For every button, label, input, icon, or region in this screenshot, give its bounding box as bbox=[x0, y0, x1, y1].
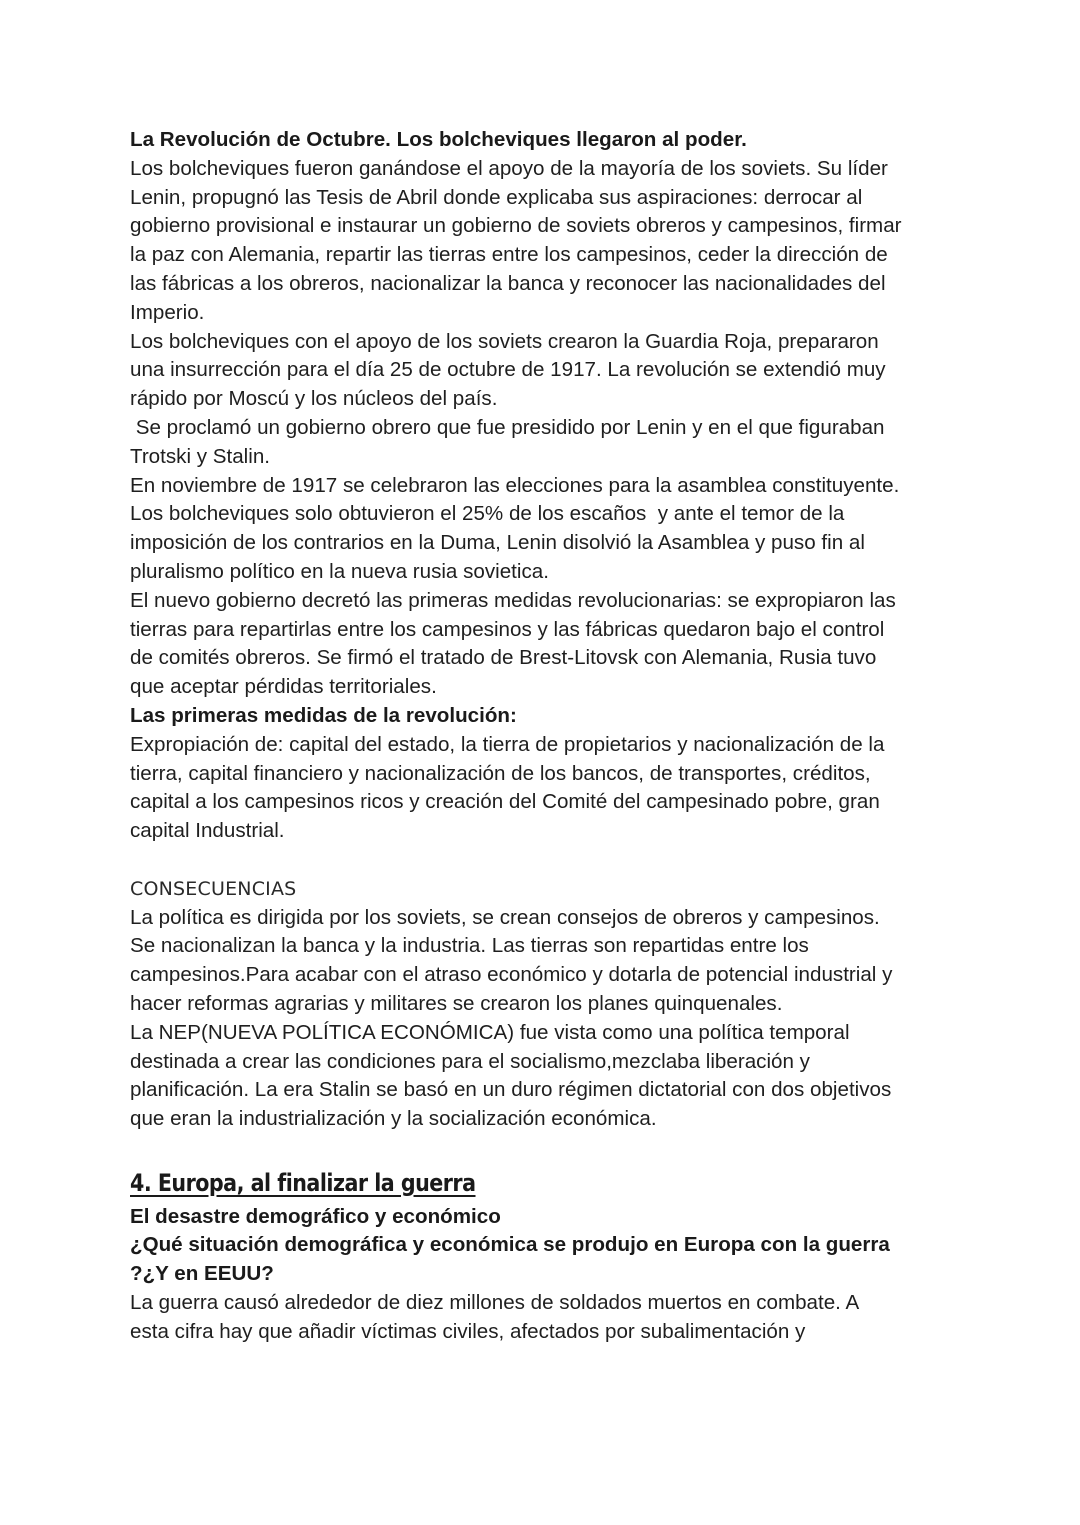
subheading-first-measures: Las primeras medidas de la revolución: bbox=[130, 703, 517, 727]
paragraph-war-casualties: La guerra causó alrededor de diez millones de soldados muertos en combate. A esta cifra hay que añadir víctimas civiles, afectados por subalimentación y bbox=[130, 1291, 860, 1343]
section-heading-october-revolution: La Revolución de Octubre. Los bolcheviques llegaron al poder. bbox=[130, 128, 747, 151]
paragraph-revolutionary-measures: El nuevo gobierno decretó las primeras medidas revolucionarias: se expropiaron las tierras para repartirlas entre los campesinos y las fábricas quedaron bajo el control de comités obreros. Se firmó el tratado de Brest-Litovsk con Alemania, Rusia tuvo que aceptar pérdidas territoriales. bbox=[130, 588, 896, 699]
paragraph-expropriation: Expropiación de: capital del estado, la tierra de propietarios y nacionalización de la tierra, capital financiero y nacionalización de los bancos, de transportes, créditos, capital a los campesinos ricos y creación del Comité del campesinado pobre, gran capital Industrial. bbox=[130, 732, 885, 843]
paragraph-workers-government: Se proclamó un gobierno obrero que fue presidido por Lenin y en el que figuraban Trotski y Stalin. bbox=[130, 415, 885, 468]
paragraph-lenin-april-theses: Los bolcheviques fueron ganándose el apoyo de la mayoría de los soviets. Su líder Lenin, propugnó las Tesis de Abril donde explicaba sus aspiraciones: derrocar al gobierno provisional e instaurar un gobierno de soviets obreros y campesinos, firmar la paz con Alemania, repartir las tierras entre los campesinos, ceder la dirección de las fábricas a los obreros, nacionalizar la banca y reconocer las nacionalidades del Imperio. bbox=[130, 156, 902, 324]
section-title-europe: 4. Europa, al finalizar la guerra bbox=[130, 1168, 476, 1197]
subheading-demographic-disaster: El desastre demográfico y económico bbox=[130, 1204, 501, 1228]
paragraph-red-guard: Los bolcheviques con el apoyo de los soviets crearon la Guardia Roja, prepararon una insurrección para el día 25 de octubre de 1917. La revolución se extendió muy rápido por Moscú y los núcleos del país. bbox=[130, 329, 886, 411]
blank-line bbox=[130, 1134, 960, 1163]
paragraph-soviet-policy: La política es dirigida por los soviets, se crean consejos de obreros y campesinos. Se nacionalizan la banca y la industria. Las tierras son repartidas entre los campesinos.Para acabar con el atraso económico y dotarla de potencial industrial y hacer reformas agrarias y militares se crearon los planes quinquenales. bbox=[130, 905, 893, 1015]
consequences-heading: CONSECUENCIAS bbox=[130, 877, 297, 900]
blank-line bbox=[130, 846, 960, 875]
paragraph-nep-stalin: La NEP(NUEVA POLÍTICA ECONÓMICA) fue vista como una política temporal destinada a crear las condiciones para el socialismo,mezclaba liberación y planificación. La era Stalin se basó en un duro régimen dictatorial con dos objetivos que eran la industrialización y la socialización económica. bbox=[130, 1020, 892, 1131]
paragraph-constituent-assembly: En noviembre de 1917 se celebraron las elecciones para la asamblea constituyente. Los bolcheviques solo obtuvieron el 25% de los escaños y ante el temor de la imposición de los contrarios en la Duma, Lenin disolvió la Asamblea y puso fin al pluralismo político en la nueva rusia sovietica. bbox=[130, 473, 900, 583]
document-page bbox=[130, 126, 960, 1347]
question-demographic-situation: ¿Qué situación demográfica y económica se produjo en Europa con la guerra ?¿Y en EEUU? bbox=[130, 1233, 890, 1286]
